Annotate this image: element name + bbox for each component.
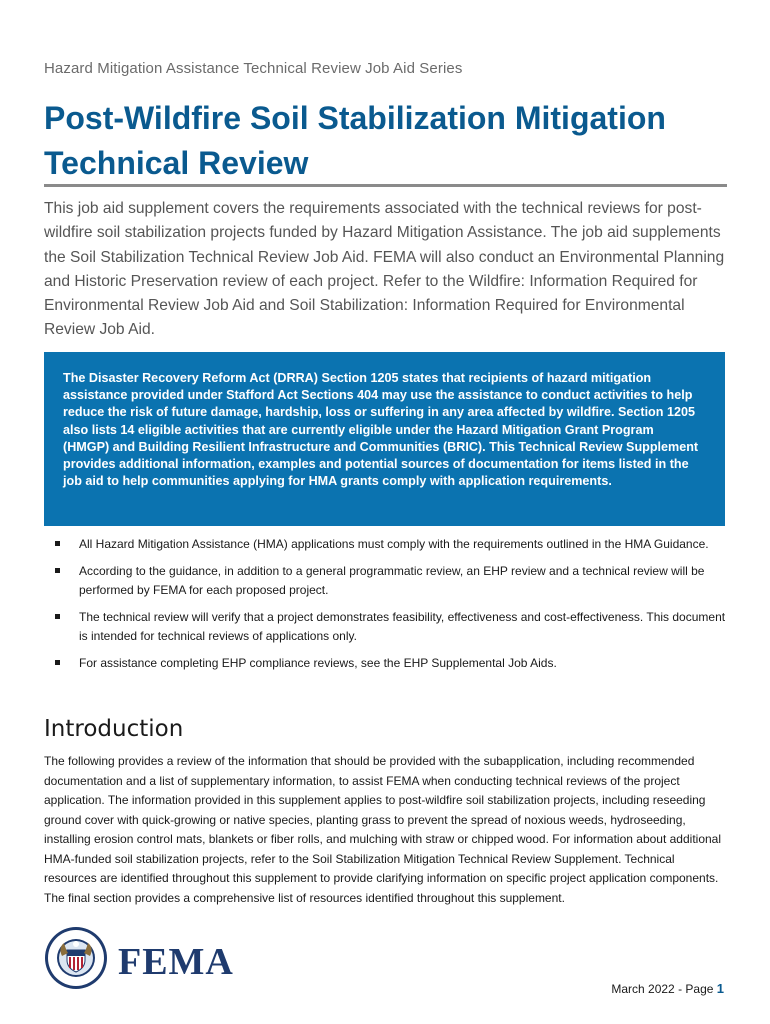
requirements-bullet-list — [55, 535, 730, 680]
fema-logo — [44, 926, 234, 992]
list-item — [55, 535, 730, 555]
series-label: Hazard Mitigation Assistance Technical Review Job Aid Series — [44, 60, 463, 77]
bullet-square-icon — [55, 660, 60, 665]
drra-callout-box — [44, 352, 725, 526]
list-item-text: The technical review will verify that a project demonstrates feasibility, effectiveness and cost-effectiveness. This document is intended for technical reviews of applications only. — [79, 609, 726, 643]
intro-paragraph: This job aid supplement covers the requirements associated with the technical reviews for post-wildfire soil stabilization projects funded by Hazard Mitigation Assistance. The job aid supplements the Soil Stabilization Technical Review Job Aid. FEMA will also conduct an Environmental Planning and Historic Preservation review of each project. Refer to the Wildfire: Information Required for Environmental Review Job Aid and Soil Stabilization: Information Required for Environmental Review Job Aid. — [44, 200, 725, 339]
page-footer — [611, 981, 724, 996]
page-title: Post-Wildfire Soil Stabilization Mitigation Technical Review — [44, 100, 666, 181]
title-divider — [44, 184, 727, 187]
introduction-paragraph: The following provides a review of the information that should be provided with the subapplication, including recommended documentation and a list of supplementary information, to assist FEMA when conducting technical reviews of the project application. The information provided in this supplement applies to post-wildfire soil stabilization projects, including reseeding ground cover with quick-growing or native species, planting grass to prevent the spread of noxious weeds, hydroseeding, installing erosion control mats, blankets or fiber rolls, and mulching with straw or chipped wood. For information about additional HMA-funded soil stabilization projects, refer to the Soil Stabilization Mitigation Technical Review Supplement. Technical resources are identified throughout this supplement to provide clarifying information on specific project application components. The final section provides a comprehensive list of resources identified throughout this supplement. — [44, 754, 722, 905]
list-item — [55, 608, 730, 647]
list-item — [55, 654, 730, 674]
callout-text: The Disaster Recovery Reform Act (DRRA) Section 1205 states that recipients of hazard mitigation assistance provided under Stafford Act Sections 404 may use the assistance to conduct activities to help reduce the risk of future damage, hardship, loss or suffering in any area affected by wildfire. Section 1205 also lists 14 eligible activities that are currently eligible under the Hazard Mitigation Grant Program (HMGP) and Building Resilient Infrastructure and Communities (BRIC). This Technical Review Supplement provides additional information, examples and potential sources of documentation for items listed in the job aid to help communities applying for HMA grants comply with application requirements. — [63, 371, 699, 489]
list-item — [55, 562, 730, 601]
page-number: 1 — [716, 981, 724, 996]
bullet-square-icon — [55, 614, 60, 619]
list-item-text: All Hazard Mitigation Assistance (HMA) applications must comply with the requirements outlined in the HMA Guidance. — [79, 537, 709, 551]
list-item-text: According to the guidance, in addition to a general programmatic review, an EHP review and a technical review will be performed by FEMA for each proposed project. — [79, 563, 705, 597]
list-item-text: For assistance completing EHP compliance reviews, see the EHP Supplemental Job Aids. — [79, 655, 557, 670]
bullet-square-icon — [55, 541, 60, 546]
footer-date: March 2022 - Page — [611, 982, 717, 996]
dhs-seal-icon — [44, 926, 108, 990]
fema-wordmark: FEMA — [118, 941, 234, 983]
introduction-heading: Introduction — [44, 716, 184, 742]
bullet-square-icon — [55, 568, 60, 573]
